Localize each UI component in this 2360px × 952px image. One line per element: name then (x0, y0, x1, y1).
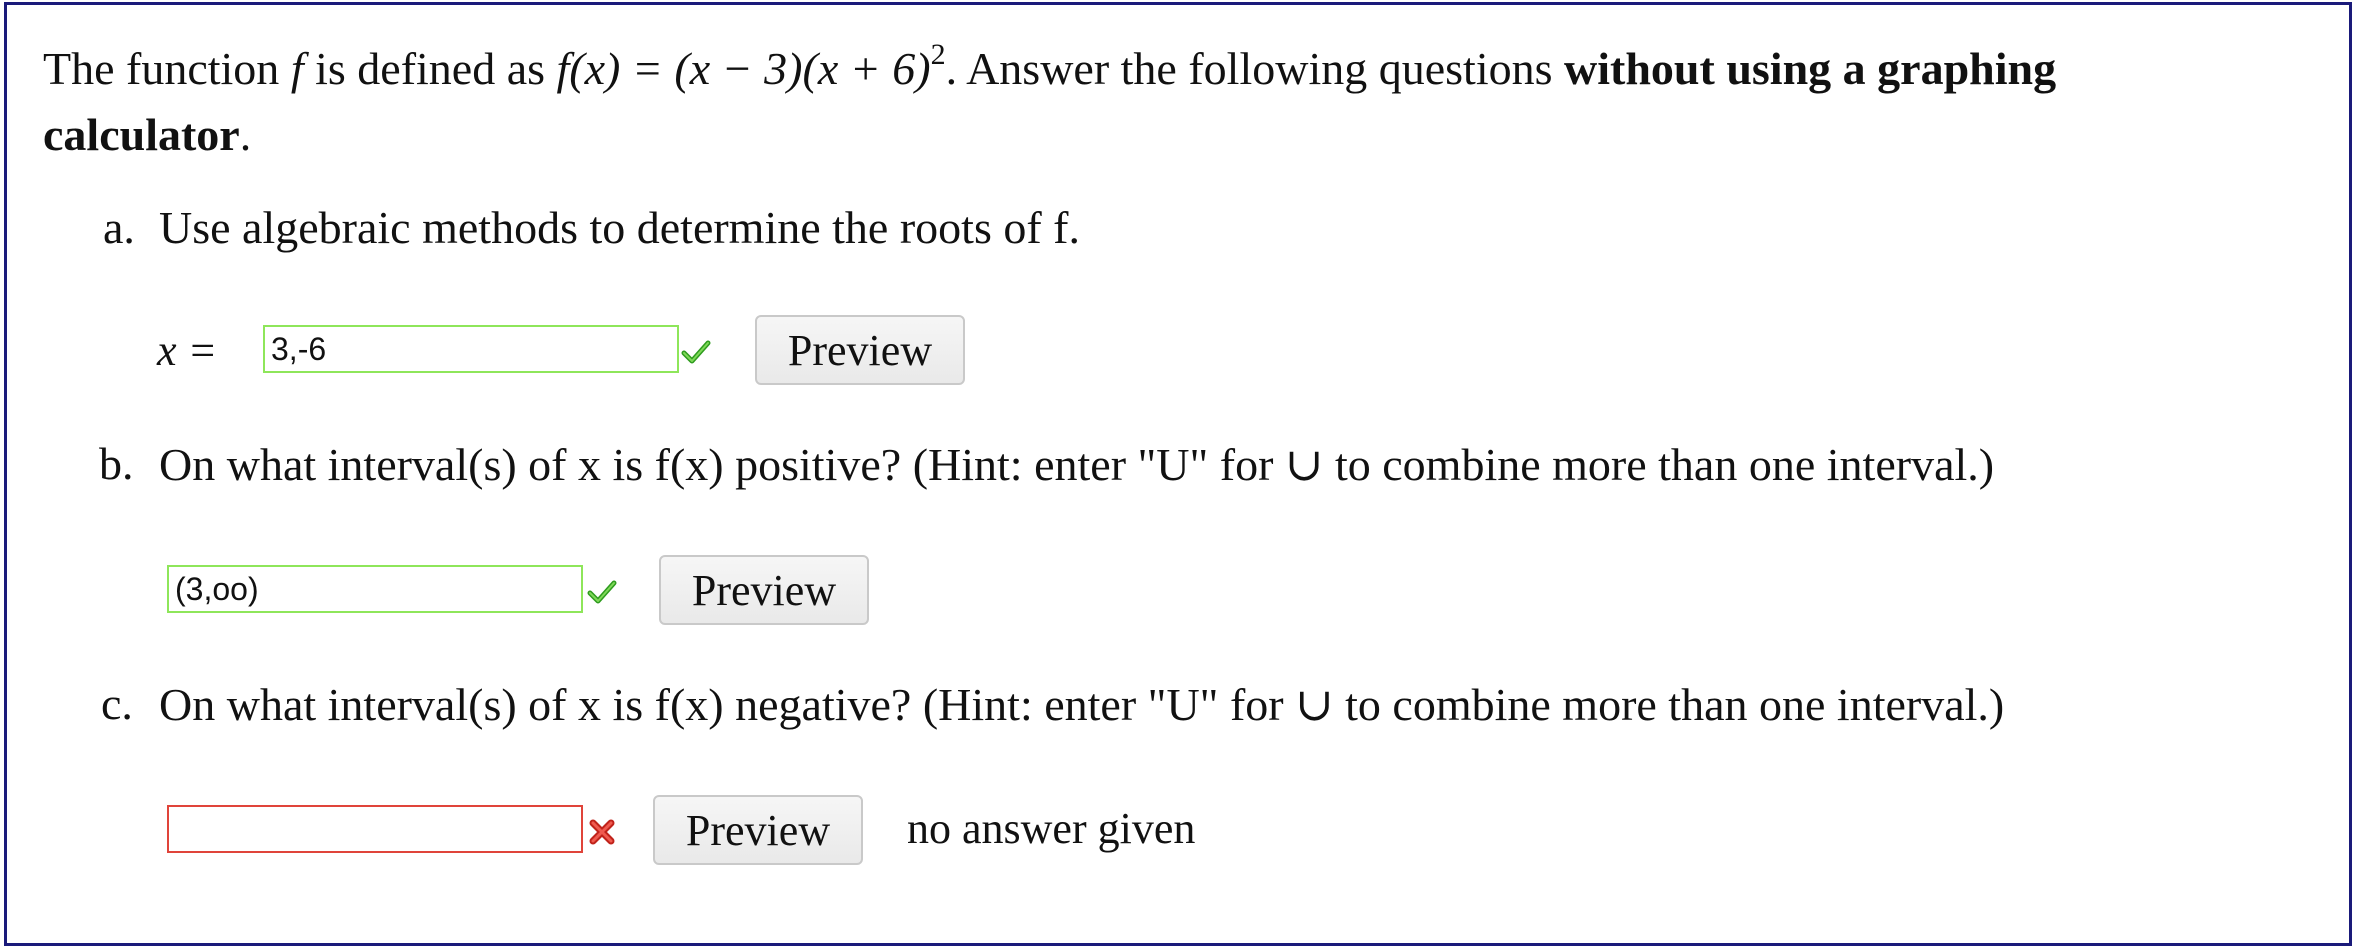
intro-text-3: . Answer the following questions (945, 43, 1553, 94)
intro-text-1: The function (43, 43, 280, 94)
problem-frame (4, 2, 2352, 946)
intro-exponent: 2 (930, 38, 946, 71)
intro-text-2: is defined as (315, 43, 546, 94)
check-icon (681, 337, 711, 367)
question-b-text: On what interval(s) of x is f(x) positive? (Hint: enter "U" for ∪ to combine more than one interval.) (159, 439, 1995, 490)
question-c-label: c. (101, 678, 133, 729)
intro-f: f (290, 43, 304, 94)
intro-function: f(x) = (x − 3)(x + 6) (556, 43, 931, 94)
answer-c-input[interactable] (167, 805, 583, 853)
question-a-label: a. (103, 202, 135, 253)
preview-button-a[interactable]: Preview (755, 315, 965, 385)
check-icon (587, 577, 617, 607)
question-a-text: Use algebraic methods to determine the roots of f. (159, 202, 1080, 253)
question-b-label: b. (99, 438, 134, 489)
cross-icon (587, 817, 617, 847)
answer-a-input[interactable]: 3,-6 (263, 325, 679, 373)
question-c-text: On what interval(s) of x is f(x) negative? (Hint: enter "U" for ∪ to combine more than one interval.) (159, 679, 2005, 730)
x-equals-label: x = (157, 326, 218, 375)
preview-button-b[interactable]: Preview (659, 555, 869, 625)
preview-button-c[interactable]: Preview (653, 795, 863, 865)
intro-end: . (239, 109, 252, 160)
answer-b-input[interactable]: (3,oo) (167, 565, 583, 613)
intro-bold-1: without using a graphing (1564, 43, 2057, 94)
intro-bold-2: calculator (43, 109, 240, 160)
problem-intro (43, 39, 2333, 165)
feedback-text: no answer given (907, 804, 1196, 853)
